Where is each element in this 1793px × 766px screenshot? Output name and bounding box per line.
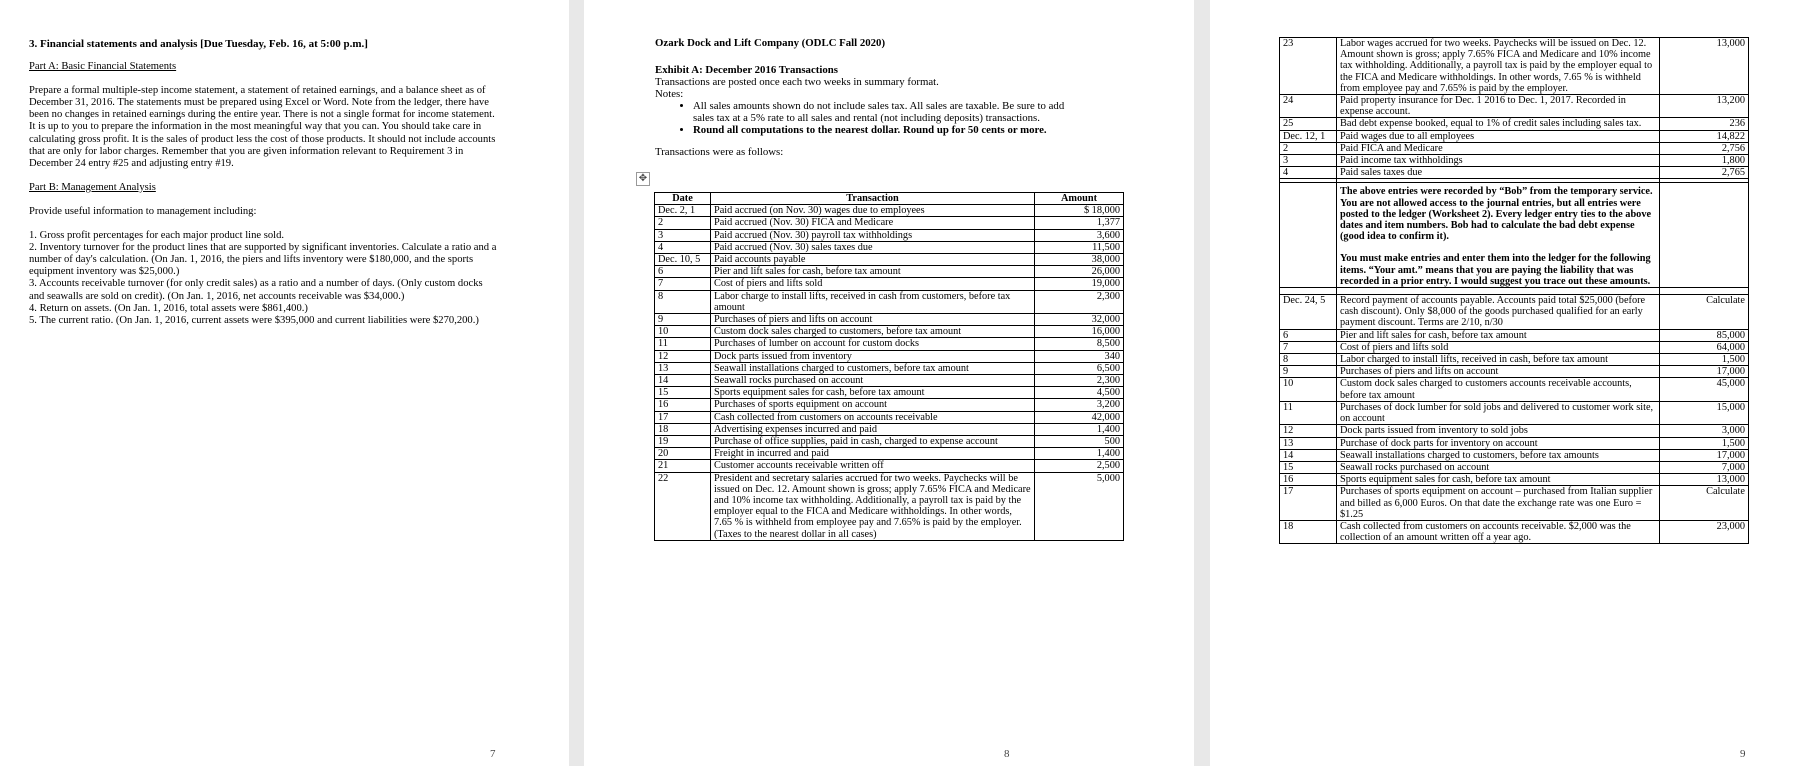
- date-cell: Dec. 10, 5: [655, 254, 711, 266]
- transaction-cell: Purchases of lumber on account for custom docks: [711, 338, 1035, 350]
- note-item: • All sales amounts shown do not include sales tax. All sales are taxable. Be sure to add sales tax at a 5% rate to all sales and rental (not including deposits) transactions.: [693, 100, 1075, 124]
- date-cell: Dec. 2, 1: [655, 205, 711, 217]
- amount-cell: 340: [1035, 350, 1124, 362]
- amount-cell: 13,000: [1660, 38, 1749, 95]
- instructions-note: [1337, 183, 1660, 288]
- assignment-text: [29, 38, 499, 327]
- page-number: 9: [1740, 748, 1746, 760]
- table-row: [655, 423, 1124, 435]
- analysis-item: 3. Accounts receivable turnover (for only credit sales) as a ratio and a number of days. (Only custom docks and seawalls are sold on credit). (On Jan. 1, 2016, net accounts receivable was $34,000.): [29, 278, 483, 302]
- amount-cell: 13,200: [1660, 95, 1749, 118]
- table-row: [655, 436, 1124, 448]
- table-row: [1280, 378, 1749, 401]
- exhibit-title: Exhibit A: December 2016 Transactions: [655, 64, 838, 76]
- date-cell: 13: [1280, 437, 1337, 449]
- date-cell: 3: [655, 229, 711, 241]
- document-page-9: [1210, 0, 1793, 766]
- date-header: Date: [655, 193, 711, 205]
- transaction-cell: Paid accrued (Nov. 30) sales taxes due: [711, 241, 1035, 253]
- date-cell: 8: [1280, 354, 1337, 366]
- transaction-cell: Paid accrued (Nov. 30) payroll tax withholdings: [711, 229, 1035, 241]
- amount-cell: 5,000: [1035, 472, 1124, 540]
- transaction-cell: Pier and lift sales for cash, before tax amount: [1337, 329, 1660, 341]
- transaction-cell: Dock parts issued from inventory: [711, 350, 1035, 362]
- transaction-cell: Cost of piers and lifts sold: [1337, 341, 1660, 353]
- transaction-cell: Dock parts issued from inventory to sold jobs: [1337, 425, 1660, 437]
- amount-cell: 1,377: [1035, 217, 1124, 229]
- date-cell: Dec. 24, 5: [1280, 295, 1337, 330]
- part-b-heading: Part B: Management Analysis: [29, 181, 156, 193]
- date-cell: 2: [1280, 142, 1337, 154]
- date-cell: 16: [655, 399, 711, 411]
- transaction-cell: Custom dock sales charged to customers accounts receivable accounts, before tax amount: [1337, 378, 1660, 401]
- exhibit-header: [655, 37, 1075, 158]
- date-cell: 6: [655, 266, 711, 278]
- notes-label: Notes:: [655, 88, 684, 100]
- transaction-cell: Seawall installations charged to customers, before tax amount: [711, 362, 1035, 374]
- transaction-cell: Paid wages due to all employees: [1337, 130, 1660, 142]
- date-cell: 14: [1280, 449, 1337, 461]
- table-row: [655, 375, 1124, 387]
- analysis-item: 4. Return on assets. (On Jan. 1, 2016, total assets were $861,400.): [29, 302, 308, 314]
- date-cell: 19: [655, 436, 711, 448]
- date-cell: 18: [655, 423, 711, 435]
- analysis-item: 1. Gross profit percentages for each major product line sold.: [29, 230, 285, 242]
- table-row: [655, 266, 1124, 278]
- date-cell: 14: [655, 375, 711, 387]
- amount-cell: 19,000: [1035, 278, 1124, 290]
- amount-cell: 45,000: [1660, 378, 1749, 401]
- transaction-cell: Purchases of dock lumber for sold jobs and delivered to customer work site, on account: [1337, 401, 1660, 424]
- analysis-item: 5. The current ratio. (On Jan. 1, 2016, current assets were $395,000 and current liabilities were $270,200.): [29, 314, 479, 326]
- table-row: [1280, 95, 1749, 118]
- date-cell: 13: [655, 362, 711, 374]
- amount-cell: 2,765: [1660, 167, 1749, 179]
- amount-cell: 3,000: [1660, 425, 1749, 437]
- date-cell: 18: [1280, 520, 1337, 543]
- table-row: [1280, 142, 1749, 154]
- amount-cell: 64,000: [1660, 341, 1749, 353]
- amount-cell: 13,000: [1660, 474, 1749, 486]
- transactions-table: [654, 192, 1124, 541]
- date-cell: 11: [655, 338, 711, 350]
- transaction-cell: Cash collected from customers on accounts receivable. $2,000 was the collection of an amount written off a year ago.: [1337, 520, 1660, 543]
- date-cell: 15: [1280, 461, 1337, 473]
- table-row: [655, 314, 1124, 326]
- transaction-header: Transaction: [711, 193, 1035, 205]
- amount-cell: 6,500: [1035, 362, 1124, 374]
- date-cell: 17: [655, 411, 711, 423]
- transaction-cell: Pier and lift sales for cash, before tax amount: [711, 266, 1035, 278]
- amount-cell: 4,500: [1035, 387, 1124, 399]
- amount-cell: 85,000: [1660, 329, 1749, 341]
- date-cell: 7: [1280, 341, 1337, 353]
- table-row: [655, 205, 1124, 217]
- table-header-row: [655, 193, 1124, 205]
- amount-cell: 2,300: [1035, 290, 1124, 313]
- notes-list: [655, 100, 1075, 136]
- date-cell: Dec. 12, 1: [1280, 130, 1337, 142]
- table-row: [1280, 425, 1749, 437]
- table-row: [1280, 295, 1749, 330]
- table-row: [655, 241, 1124, 253]
- instructions-paragraph: You must make entries and enter them into the ledger for the following items. “Your amt.” means that you are paying the liability that was recorded in a prior entry. I would suggest you trace out these amounts.: [1340, 253, 1651, 287]
- date-cell: 24: [1280, 95, 1337, 118]
- transaction-cell: Labor charged to install lifts, received in cash, before tax amount: [1337, 354, 1660, 366]
- transaction-cell: Customer accounts receivable written off: [711, 460, 1035, 472]
- amount-cell: Calculate: [1660, 295, 1749, 330]
- transaction-cell: Paid property insurance for Dec. 1 2016 to Dec. 1, 2017. Recorded in expense account.: [1337, 95, 1660, 118]
- note-item: • Round all computations to the nearest dollar. Round up for 50 cents or more.: [693, 124, 1075, 136]
- table-row: [1280, 520, 1749, 543]
- assignment-title: 3. Financial statements and analysis [Due Tuesday, Feb. 16, at 5:00 p.m.]: [29, 38, 368, 50]
- date-cell: 17: [1280, 486, 1337, 521]
- amount-cell: 17,000: [1660, 366, 1749, 378]
- table-row: [655, 399, 1124, 411]
- table-row: [655, 338, 1124, 350]
- date-cell: 7: [655, 278, 711, 290]
- date-cell: 15: [655, 387, 711, 399]
- table-row: [1280, 118, 1749, 130]
- table-row: [655, 350, 1124, 362]
- date-cell: 16: [1280, 474, 1337, 486]
- transaction-cell: Purchases of sports equipment on account – purchased from Italian supplier and billed as 6,000 Euros. On that date the exchange rate was one Euro = $1.25: [1337, 486, 1660, 521]
- transaction-cell: Sports equipment sales for cash, before tax amount: [711, 387, 1035, 399]
- transaction-cell: Seawall rocks purchased on account: [1337, 461, 1660, 473]
- table-row: [655, 411, 1124, 423]
- page-number: 7: [490, 748, 496, 760]
- amount-cell: 16,000: [1035, 326, 1124, 338]
- amount-cell: 500: [1035, 436, 1124, 448]
- transaction-cell: Bad debt expense booked, equal to 1% of credit sales including sales tax.: [1337, 118, 1660, 130]
- amount-cell: 7,000: [1660, 461, 1749, 473]
- transaction-cell: Purchases of sports equipment on account: [711, 399, 1035, 411]
- transactions-table-continued: [1279, 37, 1749, 544]
- transaction-cell: Record payment of accounts payable. Accounts paid total $25,000 (before cash discount). Only $8,000 of the goods purchased qualified for an early payment discount. Terms are 2/10, n/30: [1337, 295, 1660, 330]
- amount-cell: 8,500: [1035, 338, 1124, 350]
- amount-cell: 11,500: [1035, 241, 1124, 253]
- transaction-cell: Custom dock sales charged to customers, before tax amount: [711, 326, 1035, 338]
- amount-cell: 32,000: [1035, 314, 1124, 326]
- page-number: 8: [1004, 748, 1010, 760]
- amount-cell: 236: [1660, 118, 1749, 130]
- date-cell: 4: [655, 241, 711, 253]
- amount-cell: 3,200: [1035, 399, 1124, 411]
- analysis-item: 2. Inventory turnover for the product lines that are supported by significant inventories. Calculate a ratio and a number of day's calculation. (On Jan. 1, 2016, the piers and lifts inventory were $180,000, and the sports equipment inventory was $25,000.): [29, 242, 497, 278]
- table-row: [655, 460, 1124, 472]
- table-row: [1280, 167, 1749, 179]
- table-row: [655, 448, 1124, 460]
- table-row: [1280, 354, 1749, 366]
- table-row: [655, 387, 1124, 399]
- amount-cell: $ 18,000: [1035, 205, 1124, 217]
- amount-cell: 42,000: [1035, 411, 1124, 423]
- document-page-8: [584, 0, 1194, 766]
- company-title: Ozark Dock and Lift Company (ODLC Fall 2020): [655, 37, 886, 49]
- part-a-text: Prepare a formal multiple-step income statement, a statement of retained earnings, and a balance sheet as of December 31, 2016. The statements must be prepared using Excel or Word. Note from the ledger, there have been no changes in retained earnings during the entire year. There is not a single format for income statement. It is up to you to prepare the information in the most meaningful way that you can. You should take care in calculating gross profit. It is the sales of product less the cost of those products. It should not include accounts that are only for labor charges. Remember that you are given information relevant to Requirement 3 in December 24 entry #25 and adjusting entry #19.: [29, 85, 496, 169]
- amount-cell: 1,400: [1035, 423, 1124, 435]
- transaction-cell: Paid accounts payable: [711, 254, 1035, 266]
- table-row: [1280, 366, 1749, 378]
- date-cell: 20: [655, 448, 711, 460]
- table-row: [655, 217, 1124, 229]
- transaction-cell: President and secretary salaries accrued for two weeks. Paychecks will be issued on Dec. 12. Amount shown is gross; apply 7.65% FICA and Medicare and 10% income tax withholding. Additionally, a payroll tax is paid by the employer equal to the FICA and Medicare withholdings. In other words, 7.65 % is withheld from employee pay and 7.65% is paid by the employer. (Taxes to the nearest dollar in all cases): [711, 472, 1035, 540]
- table-row: [1280, 155, 1749, 167]
- transactions-label: Transactions were as follows:: [655, 146, 784, 158]
- table-row: [1280, 449, 1749, 461]
- amount-cell: 38,000: [1035, 254, 1124, 266]
- amount-cell: 14,822: [1660, 130, 1749, 142]
- amount-cell: 1,500: [1660, 354, 1749, 366]
- date-cell: 10: [655, 326, 711, 338]
- transaction-cell: Paid income tax withholdings: [1337, 155, 1660, 167]
- amount-cell: 17,000: [1660, 449, 1749, 461]
- transaction-cell: Purchase of office supplies, paid in cash, charged to expense account: [711, 436, 1035, 448]
- table-row: [655, 472, 1124, 540]
- table-row: [1280, 474, 1749, 486]
- transaction-cell: Purchases of piers and lifts on account: [1337, 366, 1660, 378]
- table-row: [655, 254, 1124, 266]
- part-a-heading: Part A: Basic Financial Statements: [29, 61, 177, 73]
- amount-cell: 26,000: [1035, 266, 1124, 278]
- table-row: [655, 290, 1124, 313]
- table-row: [1280, 461, 1749, 473]
- date-cell: 9: [1280, 366, 1337, 378]
- transaction-cell: Paid sales taxes due: [1337, 167, 1660, 179]
- table-move-handle-icon[interactable]: ✥: [636, 172, 650, 186]
- date-cell: 12: [655, 350, 711, 362]
- date-cell: 2: [655, 217, 711, 229]
- transaction-cell: Paid accrued (Nov. 30) FICA and Medicare: [711, 217, 1035, 229]
- exhibit-subtitle: Transactions are posted once each two weeks in summary format.: [655, 76, 939, 88]
- amount-header: Amount: [1035, 193, 1124, 205]
- table-row: [655, 229, 1124, 241]
- amount-cell: 3,600: [1035, 229, 1124, 241]
- amount-cell: 1,400: [1035, 448, 1124, 460]
- date-cell: 3: [1280, 155, 1337, 167]
- date-cell: 25: [1280, 118, 1337, 130]
- table-row: [1280, 437, 1749, 449]
- date-cell: 12: [1280, 425, 1337, 437]
- amount-cell: 15,000: [1660, 401, 1749, 424]
- document-page-7: [0, 0, 569, 766]
- amount-cell: 1,500: [1660, 437, 1749, 449]
- amount-cell: 2,500: [1035, 460, 1124, 472]
- table-row: [1280, 329, 1749, 341]
- transaction-cell: Cash collected from customers on accounts receivable: [711, 411, 1035, 423]
- transaction-cell: Cost of piers and lifts sold: [711, 278, 1035, 290]
- transaction-cell: Seawall installations charged to customers, before tax amounts: [1337, 449, 1660, 461]
- transaction-cell: Seawall rocks purchased on account: [711, 375, 1035, 387]
- date-cell: 8: [655, 290, 711, 313]
- date-cell: 4: [1280, 167, 1337, 179]
- transaction-cell: Advertising expenses incurred and paid: [711, 423, 1035, 435]
- table-row: [1280, 486, 1749, 521]
- date-cell: 21: [655, 460, 711, 472]
- amount-cell: 1,800: [1660, 155, 1749, 167]
- date-cell: 6: [1280, 329, 1337, 341]
- transaction-cell: Sports equipment sales for cash, before tax amount: [1337, 474, 1660, 486]
- instructions-paragraph: The above entries were recorded by “Bob” from the temporary service. You are not allowed access to the journal entries, but all entries were posted to the ledger (Worksheet 2). Every ledger entry ties to the above dates and item numbers. Bob had to calculate the bad debt expense (good idea to confirm it).: [1340, 186, 1653, 243]
- transaction-cell: Labor charge to install lifts, received in cash from customers, before tax amount: [711, 290, 1035, 313]
- amount-cell: 2,300: [1035, 375, 1124, 387]
- transaction-cell: Freight in incurred and paid: [711, 448, 1035, 460]
- transaction-cell: Paid FICA and Medicare: [1337, 142, 1660, 154]
- amount-cell: 2,756: [1660, 142, 1749, 154]
- table-row: [1280, 38, 1749, 95]
- transaction-cell: Purchase of dock parts for inventory on account: [1337, 437, 1660, 449]
- date-cell: 22: [655, 472, 711, 540]
- table-row: [1280, 401, 1749, 424]
- table-row: [1280, 130, 1749, 142]
- date-cell: 11: [1280, 401, 1337, 424]
- transaction-cell: Labor wages accrued for two weeks. Paychecks will be issued on Dec. 12. Amount shown is gross; apply 7.65% FICA and Medicare and 10% income tax withholding. Additionally, a payroll tax is paid by the employer equal to the FICA and Medicare withholdings. In other words, 7.65 % is withheld from employee pay and 7.65% is paid by the employer.: [1337, 38, 1660, 95]
- table-row: [655, 278, 1124, 290]
- date-cell: 9: [655, 314, 711, 326]
- instructions-row: [1280, 183, 1749, 288]
- date-cell: 10: [1280, 378, 1337, 401]
- transaction-cell: Purchases of piers and lifts on account: [711, 314, 1035, 326]
- part-b-intro: Provide useful information to management including:: [29, 205, 257, 217]
- amount-cell: 23,000: [1660, 520, 1749, 543]
- date-cell: 23: [1280, 38, 1337, 95]
- table-row: [655, 362, 1124, 374]
- table-row: [1280, 341, 1749, 353]
- transaction-cell: Paid accrued (on Nov. 30) wages due to employees: [711, 205, 1035, 217]
- table-row: [655, 326, 1124, 338]
- instructions-row: [1280, 288, 1749, 295]
- amount-cell: Calculate: [1660, 486, 1749, 521]
